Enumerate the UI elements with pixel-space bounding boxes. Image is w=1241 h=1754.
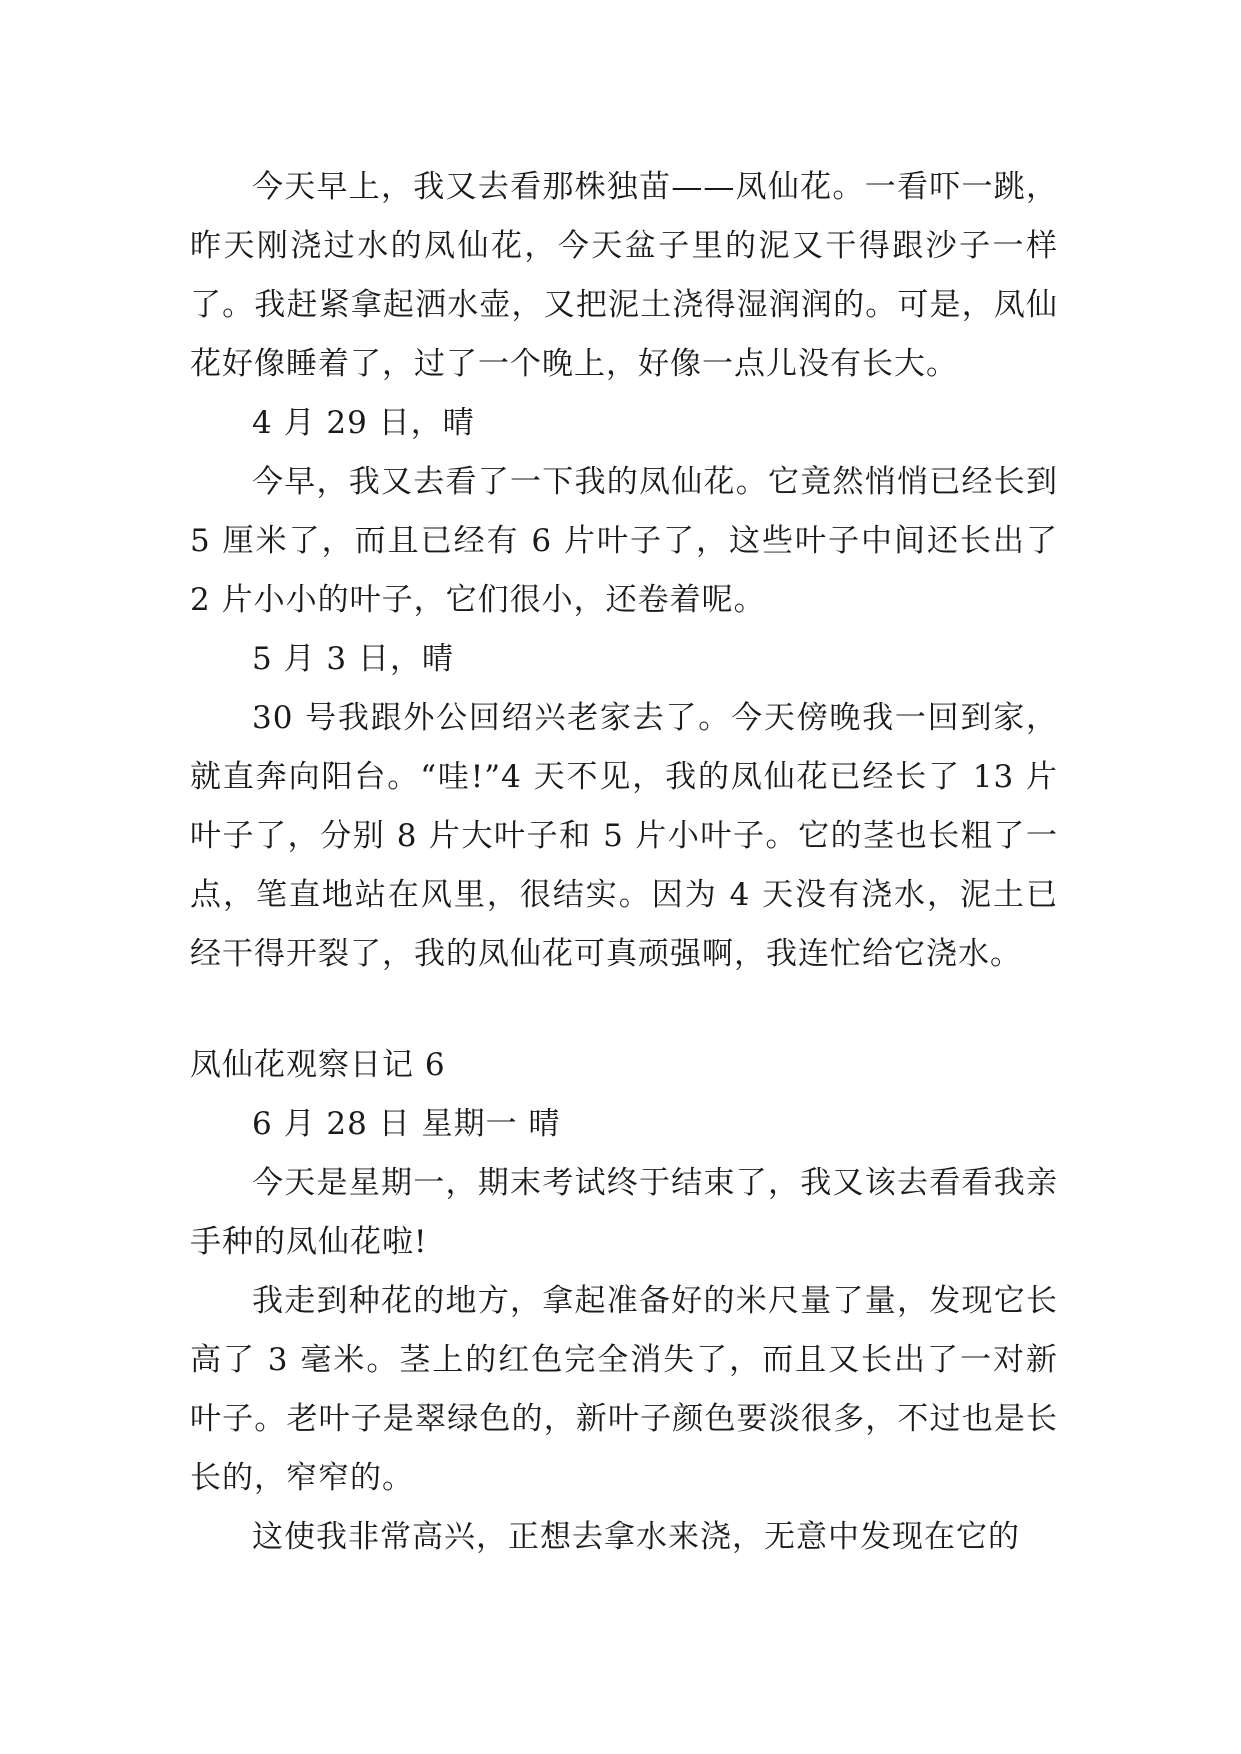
diary-date: 6 月 28 日 星期一 晴 [252, 1106, 561, 1142]
section-gap [190, 984, 1058, 1036]
paragraph: 今早，我又去看了一下我的凤仙花。它竟然悄悄已经长到 5 厘米了，而且已经有 6 片叶子了，这些叶子中间还长出了 2 片小小的叶子，它们很小，还卷着呢。 [190, 464, 1058, 618]
paragraph: 今天是星期一，期末考试终于结束了，我又该去看看我亲手种的凤仙花啦! [190, 1165, 1058, 1260]
paragraph: 30 号我跟外公回绍兴老家去了。今天傍晚我一回到家，就直奔向阳台。“哇!”4 天不见，我的凤仙花已经长了 13 片叶子了，分别 8 片大叶子和 5 片小叶子。它的茎也长粗了一点，笔直地站在风里，很结实。因为 4 天没有浇水，泥土已经干得开裂了，我的凤仙花可真顽强啊，我连忙给它浇水。 [190, 700, 1058, 972]
paragraph: 这使我非常高兴，正想去拿水来浇，无意中发现在它的 [252, 1519, 1020, 1555]
section-title: 凤仙花观察日记 6 [190, 1047, 446, 1083]
document-body [190, 158, 1058, 1567]
paragraph: 我走到种花的地方，拿起准备好的米尺量了量，发现它长高了 3 毫米。茎上的红色完全消失了，而且又长出了一对新叶子。老叶子是翠绿色的，新叶子颜色要淡很多，不过也是长长的，窄窄的。 [190, 1283, 1058, 1496]
paragraph: 今天早上，我又去看那株独苗——凤仙花。一看吓一跳，昨天刚浇过水的凤仙花，今天盆子里的泥又干得跟沙子一样了。我赶紧拿起洒水壶，又把泥土浇得湿润润的。可是，凤仙花好像睡着了，过了一个晚上，好像一点儿没有长大。 [190, 169, 1058, 382]
diary-date: 4 月 29 日，晴 [252, 405, 475, 441]
diary-date: 5 月 3 日，晴 [252, 641, 455, 677]
